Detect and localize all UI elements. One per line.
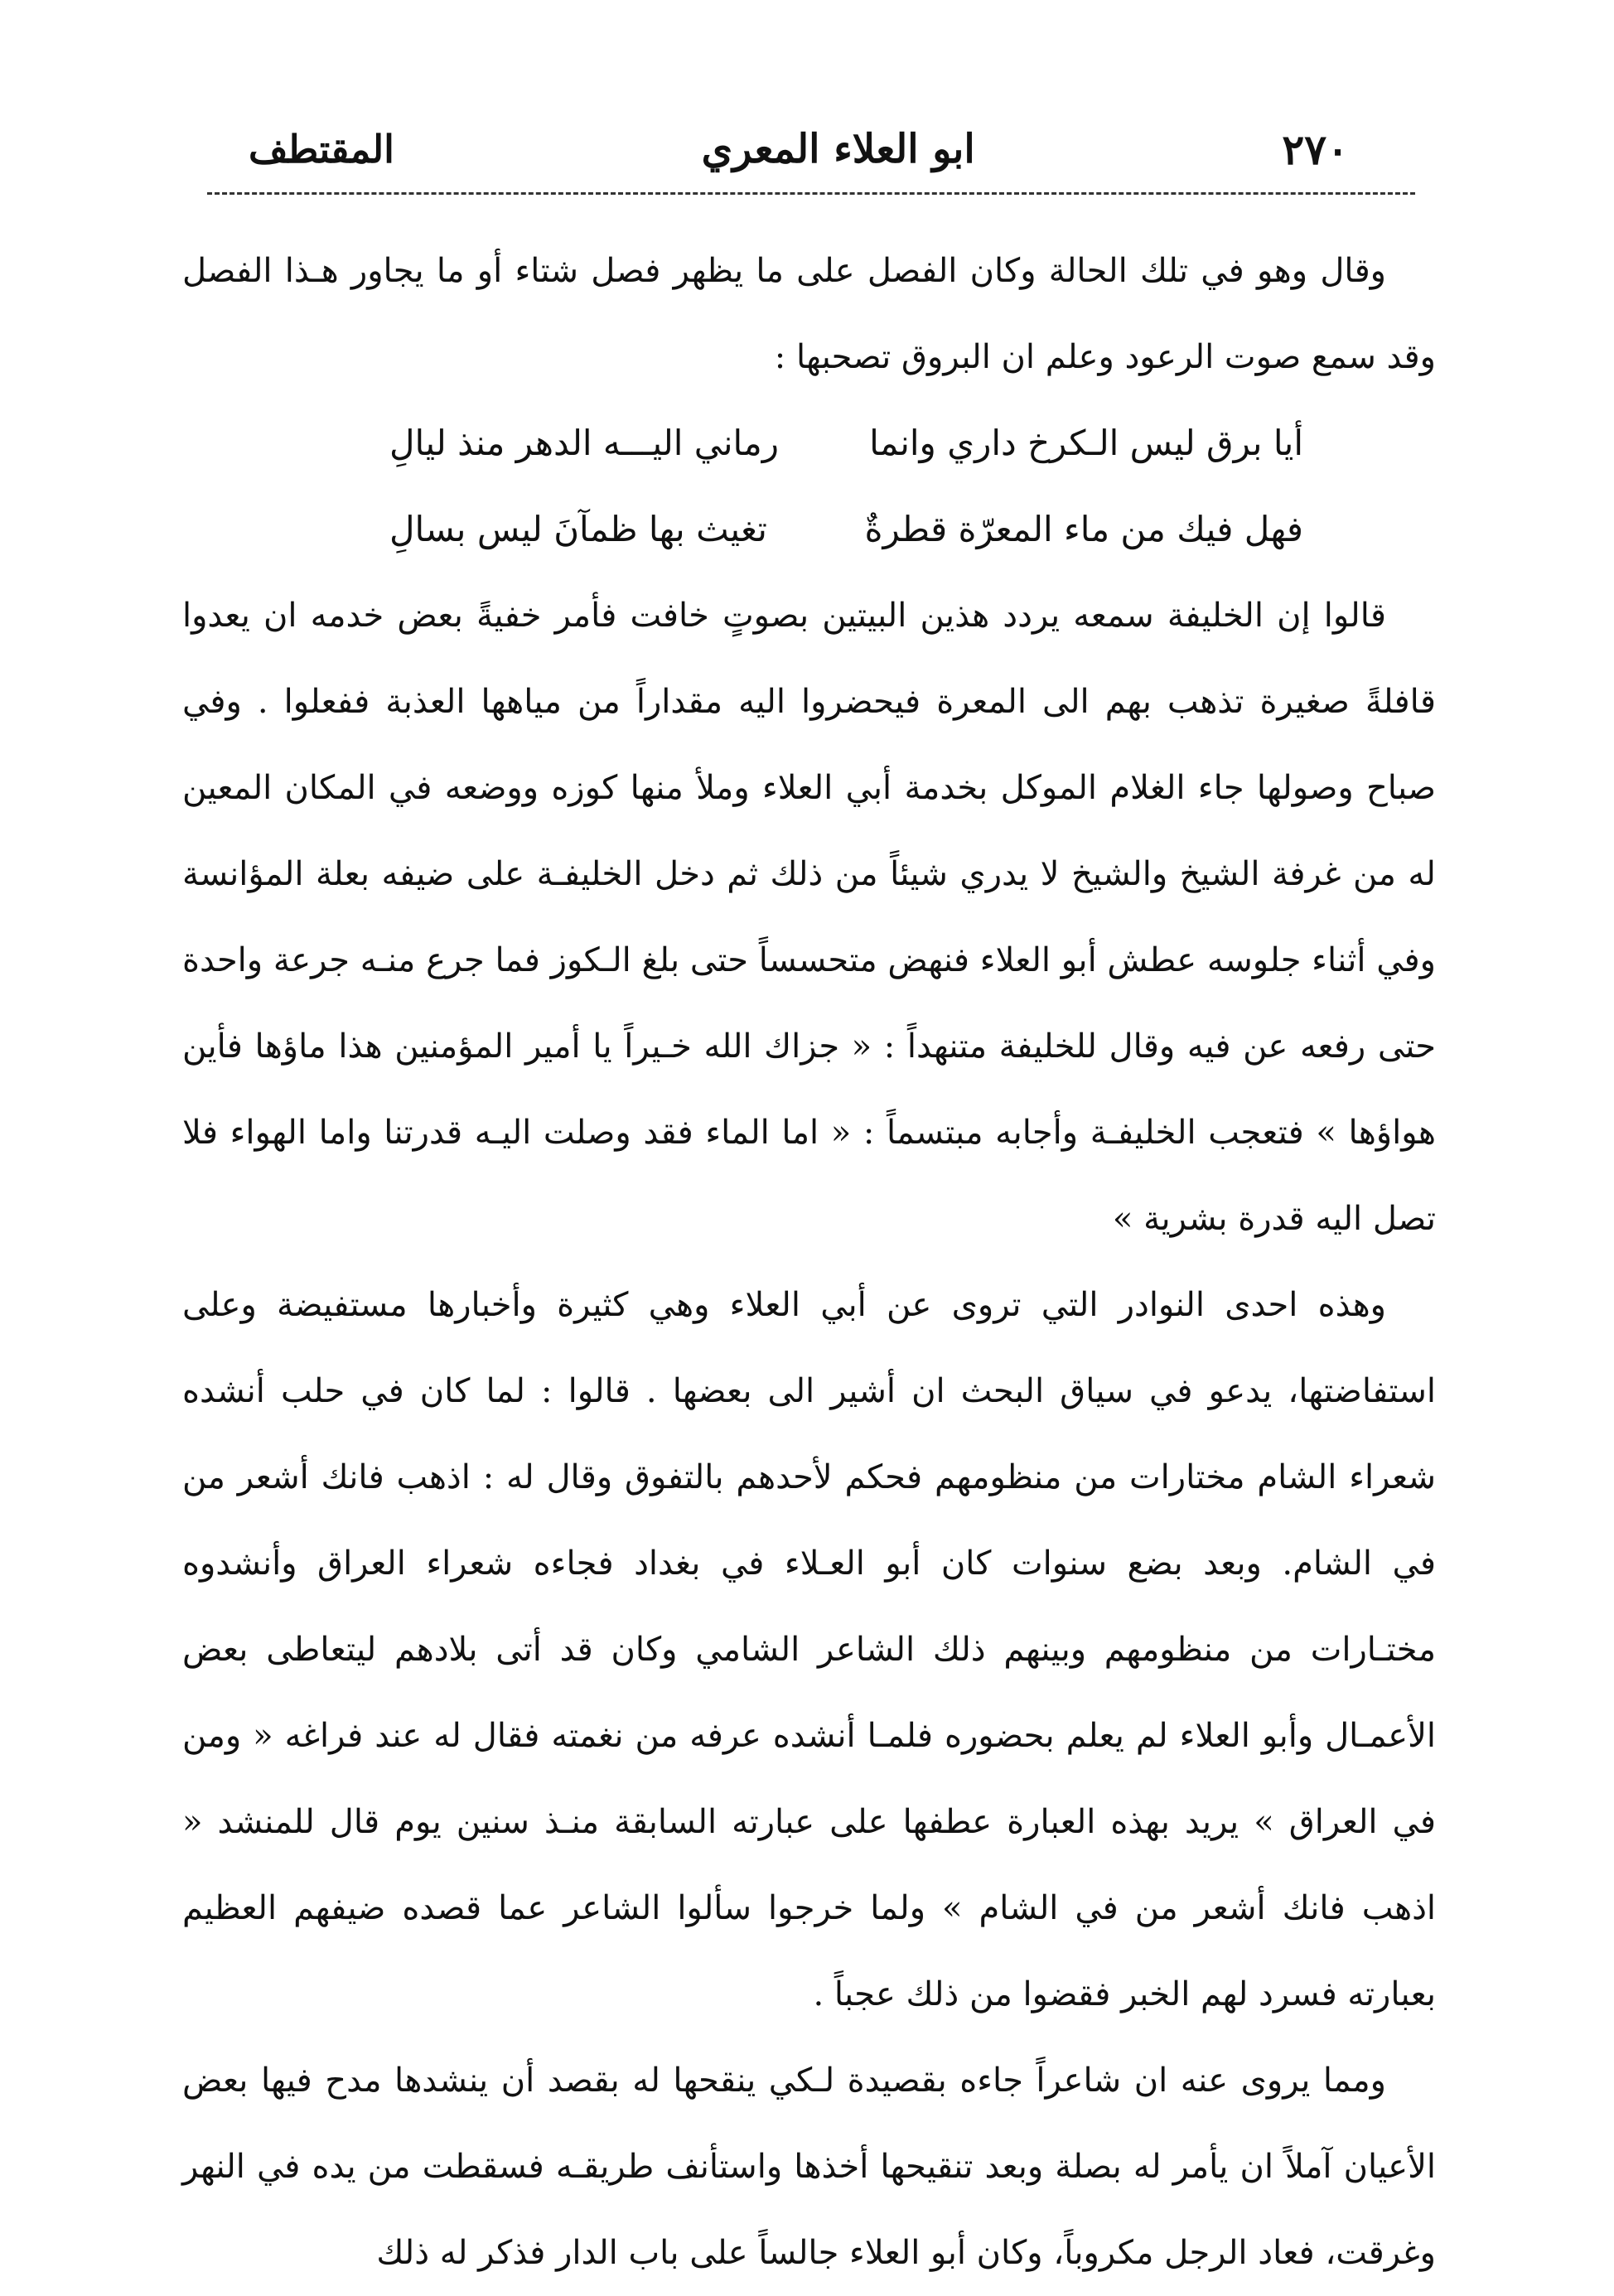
journal-name: المقتطف	[249, 127, 394, 172]
page-number: ٢٧٠	[1282, 124, 1349, 174]
paragraph: قالوا إن الخليفة سمعه يردد هذين البيتين بصوتٍ خافت فأمر خفيةً بعض خدمه ان يعدوا قافلةً صغيرة تذهب بهم الى المعرة فيحضروا اليه مقداراً من مياهها العذبة ففعلوا . وفي صباح وصولها جاء الغلام الموكل بخدمة أبي العلاء وملأ منها كوزه ووضعه في المكان المعين له من غرفة الشيخ والشيخ لا يدري شيئاً من ذلك ثم دخل الخليفـة على ضيفه بعلة المؤانسة وفي أثناء جلوسه عطش أبو العلاء فنهض متحسساً حتى بلغ الـكوز فما جرع منـه جرعة واحدة حتى رفعه عن فيه وقال للخليفة متنهداً : « جزاك الله خـيراً يا أمير المؤمنين هذا ماؤها فأين هواؤها » فتعجب الخليفـة وأجابه مبتسماً : « اما الماء فقد وصلت اليـه قدرتنا واما الهواء فلا تصل اليه قدرة بشرية »	[182, 597, 1437, 1238]
header-rule	[207, 192, 1415, 195]
body-text	[182, 228, 1436, 2296]
paragraph: وقال وهو في تلك الحالة وكان الفصل على ما يظهر فصل شتاء أو ما يجاور هـذا الفصل وقد سمع صوت الرعود وعلم ان البروق تصحبها :	[182, 252, 1436, 376]
verse-second-hemistich: رماني اليـــه الدهر منذ ليالِ	[389, 423, 780, 463]
verse-first-hemistich: فهل فيك من ماء المعرّة قطرةٌ	[864, 509, 1303, 549]
page-header	[249, 116, 1349, 182]
verse-line	[389, 400, 1303, 486]
running-title: ابو العلاء المعري	[701, 126, 975, 172]
verse-second-hemistich: تغيث بها ظمآنَ ليس بسالِ	[389, 509, 767, 549]
paragraph: وهذه احدى النوادر التي تروى عن أبي العلاء وهي كثيرة وأخبارها مستفيضة وعلى استفاضتها، يدعو في سياق البحث ان أشير الى بعضها . قالوا : لما كان في حلب أنشده شعراء الشام مختارات من منظومهم فحكم لأحدهم بالتفوق وقال له : اذهب فانك أشعر من في الشام. وبعد بضع سنوات كان أبو العـلاء في بغداد فجاءه شعراء العراق وأنشدوه مختـارات من منظومهم وبينهم ذلك الشاعر الشامي وكان قد أتى بلادهم ليتعاطى بعض الأعمـال وأبو العلاء لم يعلم بحضوره فلمـا أنشده عرفه من نغمته فقال له عند فراغه « ومن في العراق » يريد بهذه العبارة عطفها على عبارته السابقة منـذ سنين يوم قال للمنشد « اذهب فانك أشعر من في الشام » ولما خرجوا سألوا الشاعر عما قصده ضيفهم العظيم بعبارته فسرد لهم الخبر فقضوا من ذلك عجباً .	[182, 1286, 1436, 2013]
poem-verses	[182, 400, 1436, 573]
verse-line	[389, 486, 1303, 573]
paragraph: ومما يروى عنه ان شاعراً جاءه بقصيدة لـكي ينقحها له بقصد أن ينشدها مدح فيها بعض الأعيان آملاً ان يأمر له بصلة وبعد تنقيحها أخذها واستأنف طريقـه فسقطت من يده في النهر وغرقت، فعاد الرجل مكروباً، وكان أبو العلاء جالساً على باب الدار فذكر له ذلك	[182, 2062, 1436, 2272]
verse-first-hemistich: أيا برق ليس الـكرخ داري وانما	[869, 423, 1303, 463]
